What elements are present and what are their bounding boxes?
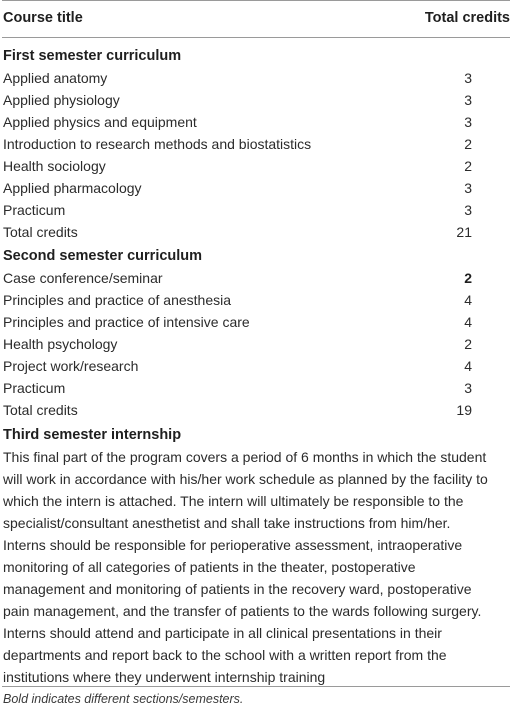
table-row [2,267,510,289]
table-row-total [2,399,510,421]
course-credits: 3 [464,92,472,108]
course-name: Applied physiology [3,92,120,108]
course-name: Applied physics and equipment [3,114,197,130]
table-row [2,377,510,399]
course-credits: 2 [464,270,472,286]
course-name: Health sociology [3,158,106,174]
course-name: Applied pharmacology [3,180,142,196]
table-row [2,133,510,155]
course-name: Applied anatomy [3,70,108,86]
table-row [2,333,510,355]
column-header-total-credits: Total credits [424,10,510,26]
course-name: Health psychology [3,336,118,352]
course-name: Principles and practice of anesthesia [3,292,232,308]
table-row [2,155,510,177]
course-name: Practicum [3,380,66,396]
section-heading-first-semester: First semester curriculum [3,48,182,64]
table-row [2,355,510,377]
course-name: Project work/research [3,358,139,374]
table-footnote: Bold indicates different sections/semesters. [3,692,244,706]
total-credits-value: 21 [456,224,472,240]
course-credits: 3 [464,180,472,196]
course-name: Principles and practice of intensive care [3,314,250,330]
table-header-row [2,1,510,38]
course-name: Introduction to research methods and biostatistics [3,136,312,152]
table-bottom-rule [2,686,510,687]
table-row [2,67,510,89]
table-row [2,177,510,199]
course-credits: 3 [464,202,472,218]
course-credits: 2 [464,136,472,152]
table-row [2,111,510,133]
course-name: Case conference/seminar [3,270,163,286]
course-name: Practicum [3,202,66,218]
table-row [2,289,510,311]
section-heading-third-semester: Third semester internship [3,427,182,443]
table-row [2,311,510,333]
internship-description: This final part of the program covers a period of 6 months in which the student will work in accordance with his/her work schedule as planned by the facility to which the intern is attached. The intern will ultimately be responsible to the specialist/consultant anesthetist and shall take instructions from him/her. Interns should be responsible for perioperative assessment, intraoperative monitoring of all categories of patients in the theater, postoperative management and monitoring of patients in the recovery ward, postoperative pain management, and the transfer of patients to the wards following surgery. Interns should attend and participate in all clinical presentations in their departments and report back to the school with a written report from the institutions where they underwent internship training [3,449,488,685]
total-label: Total credits [3,224,78,240]
total-label: Total credits [3,402,78,418]
course-credits: 4 [464,292,472,308]
course-credits: 2 [464,336,472,352]
section-heading-second-semester: Second semester curriculum [3,248,203,264]
course-credits: 2 [464,158,472,174]
course-credits: 3 [464,114,472,130]
table-row [2,199,510,221]
column-header-course-title: Course title [3,10,83,26]
course-credits: 4 [464,358,472,374]
total-credits-value: 19 [456,402,472,418]
table-row [2,89,510,111]
table-row-total [2,221,510,243]
course-credits: 3 [464,380,472,396]
course-credits: 3 [464,70,472,86]
course-credits: 4 [464,314,472,330]
